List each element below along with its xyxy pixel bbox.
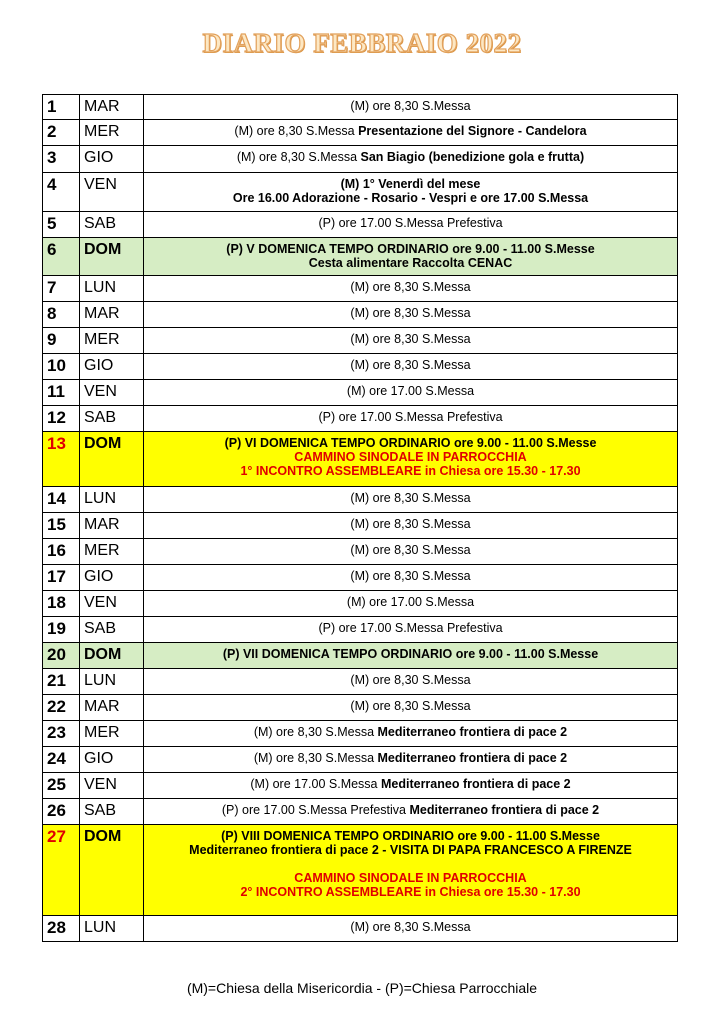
calendar-row [43,238,678,276]
event-text: 1° INCONTRO ASSEMBLEARE in Chiesa ore 15.30 - 17.30 [240,464,581,478]
event-description [144,617,678,643]
event-text: (M) ore 8,30 S.Messa [234,124,359,138]
day-number: 7 [43,276,80,302]
day-number: 16 [43,539,80,565]
event-text: (P) ore 17.00 S.Messa Prefestiva [318,216,503,230]
event-line [148,803,673,817]
event-description [144,238,678,276]
calendar-row [43,591,678,617]
calendar-row [43,513,678,539]
weekday: DOM [80,825,144,916]
event-description [144,276,678,302]
event-line [148,673,673,687]
event-text: Mediterraneo frontiera di pace 2 [377,725,568,739]
event-description [144,799,678,825]
event-text: (M) ore 8,30 S.Messa [350,491,471,505]
event-text: (M) ore 17.00 S.Messa [346,384,475,398]
day-number: 22 [43,695,80,721]
event-text: (M) ore 8,30 S.Messa [253,725,378,739]
event-description [144,825,678,916]
event-text: (P) ore 17.00 S.Messa Prefestiva [318,410,503,424]
event-text: (M) ore 8,30 S.Messa [350,543,471,557]
event-text: (M) ore 8,30 S.Messa [350,569,471,583]
day-number: 11 [43,380,80,406]
event-description [144,380,678,406]
day-number: 15 [43,513,80,539]
event-line [148,216,673,230]
event-description [144,146,678,173]
event-text: 2° INCONTRO ASSEMBLEARE in Chiesa ore 15.30 - 17.30 [240,885,581,899]
calendar-row [43,721,678,747]
day-number: 25 [43,773,80,799]
event-line [148,99,673,113]
event-line [148,751,673,765]
weekday: LUN [80,916,144,942]
event-line [148,124,673,138]
event-line [148,491,673,505]
event-line [148,725,673,739]
calendar-row [43,120,678,146]
event-line [148,280,673,294]
event-description [144,173,678,212]
day-number: 17 [43,565,80,591]
calendar-row [43,773,678,799]
event-line [148,543,673,557]
event-description [144,487,678,513]
event-text: (M) ore 8,30 S.Messa [350,699,471,713]
event-text: Mediterraneo frontiera di pace 2 [380,777,571,791]
event-text [409,857,412,871]
event-description [144,565,678,591]
weekday: VEN [80,591,144,617]
event-text: (M) ore 8,30 S.Messa [350,99,471,113]
event-line [148,436,673,450]
day-number: 3 [43,146,80,173]
event-line [148,306,673,320]
weekday: MAR [80,302,144,328]
event-text: (M) ore 8,30 S.Messa [350,358,471,372]
event-text: Presentazione del Signore - Candelora [358,124,587,138]
day-number: 20 [43,643,80,669]
event-text: (M) ore 8,30 S.Messa [350,332,471,346]
event-text: Mediterraneo frontiera di pace 2 - VISITA DI PAPA FRANCESCO A FIRENZE [189,843,632,857]
event-line [148,150,673,164]
event-line [148,191,673,205]
event-line [148,384,673,398]
calendar-row [43,354,678,380]
event-line [148,777,673,791]
calendar-body [43,95,678,942]
event-line [148,464,673,478]
event-text: (P) VII DOMENICA TEMPO ORDINARIO ore 9.00 - 11.00 S.Messe [222,647,599,661]
calendar-row [43,302,678,328]
event-description [144,302,678,328]
calendar-row [43,643,678,669]
calendar-row [43,565,678,591]
day-number: 24 [43,747,80,773]
day-number: 10 [43,354,80,380]
event-description [144,432,678,487]
event-line [148,829,673,843]
event-text: (M) 1° Venerdì del mese [340,177,481,191]
calendar-row [43,380,678,406]
weekday: MER [80,328,144,354]
calendar-row [43,539,678,565]
event-line [148,256,673,270]
calendar-row [43,695,678,721]
day-number: 26 [43,799,80,825]
weekday: SAB [80,617,144,643]
day-number: 1 [43,95,80,120]
weekday: VEN [80,380,144,406]
legend-footer: (M)=Chiesa della Misericordia - (P)=Chiesa Parrocchiale [186,980,538,996]
event-text: (M) ore 8,30 S.Messa [350,517,471,531]
event-text: Mediterraneo frontiera di pace 2 [409,803,600,817]
event-line [148,621,673,635]
event-line [148,517,673,531]
weekday: GIO [80,146,144,173]
day-number: 28 [43,916,80,942]
weekday: MER [80,539,144,565]
day-number: 19 [43,617,80,643]
weekday: VEN [80,773,144,799]
event-line [148,647,673,661]
event-text: (P) ore 17.00 S.Messa Prefestiva [221,803,410,817]
weekday: GIO [80,565,144,591]
calendar-row [43,617,678,643]
event-text: (P) V DOMENICA TEMPO ORDINARIO ore 9.00 - 11.00 S.Messe [226,242,595,256]
event-line [148,871,673,885]
day-number: 6 [43,238,80,276]
event-text: (M) ore 8,30 S.Messa [253,751,378,765]
event-description [144,591,678,617]
calendar-row [43,406,678,432]
weekday: VEN [80,173,144,212]
event-text: CAMMINO SINODALE IN PARROCCHIA [294,450,527,464]
calendar-row [43,487,678,513]
event-description [144,721,678,747]
event-description [144,406,678,432]
event-line [148,177,673,191]
day-number: 8 [43,302,80,328]
calendar-row [43,747,678,773]
day-number: 21 [43,669,80,695]
event-line [148,920,673,934]
event-description [144,916,678,942]
event-description [144,773,678,799]
event-text: CAMMINO SINODALE IN PARROCCHIA [294,871,527,885]
event-description [144,695,678,721]
event-text: (M) ore 8,30 S.Messa [236,150,361,164]
day-number: 12 [43,406,80,432]
event-text: (M) ore 8,30 S.Messa [350,673,471,687]
event-description [144,120,678,146]
event-text: (P) VIII DOMENICA TEMPO ORDINARIO ore 9.00 - 11.00 S.Messe [221,829,600,843]
day-number: 23 [43,721,80,747]
event-line [148,569,673,583]
event-description [144,643,678,669]
day-number: 2 [43,120,80,146]
event-description [144,513,678,539]
day-number: 18 [43,591,80,617]
day-number: 5 [43,212,80,238]
weekday: DOM [80,238,144,276]
event-text: (P) ore 17.00 S.Messa Prefestiva [318,621,503,635]
event-line [148,242,673,256]
calendar-row [43,432,678,487]
day-number: 4 [43,173,80,212]
event-text: Mediterraneo frontiera di pace 2 [377,751,568,765]
weekday: DOM [80,643,144,669]
day-number: 14 [43,487,80,513]
event-text: (M) ore 17.00 S.Messa [346,595,475,609]
event-text: (M) ore 8,30 S.Messa [350,920,471,934]
calendar-row [43,669,678,695]
weekday: MER [80,721,144,747]
weekday: SAB [80,799,144,825]
event-description [144,669,678,695]
weekday: MAR [80,695,144,721]
weekday: LUN [80,669,144,695]
weekday: LUN [80,276,144,302]
event-line [148,450,673,464]
event-line [148,885,673,899]
calendar-table [42,94,678,942]
calendar-row [43,173,678,212]
calendar-row [43,276,678,302]
calendar-row [43,825,678,916]
calendar-row [43,799,678,825]
calendar-row [43,95,678,120]
event-description [144,354,678,380]
calendar-row [43,212,678,238]
weekday: MAR [80,95,144,120]
event-line [148,410,673,424]
event-description [144,95,678,120]
weekday: GIO [80,354,144,380]
event-description [144,212,678,238]
event-description [144,328,678,354]
page-title: DIARIO FEBBRAIO 2022 [202,28,522,58]
weekday: MAR [80,513,144,539]
event-line [148,857,673,871]
event-line [148,843,673,857]
event-text: (M) ore 8,30 S.Messa [350,306,471,320]
calendar-row [43,916,678,942]
event-line [148,358,673,372]
event-line [148,595,673,609]
event-description [144,539,678,565]
event-description [144,747,678,773]
weekday: SAB [80,212,144,238]
weekday: SAB [80,406,144,432]
weekday: LUN [80,487,144,513]
event-text: San Biagio (benedizione gola e frutta) [360,150,585,164]
event-text: (M) ore 8,30 S.Messa [350,280,471,294]
calendar-row [43,328,678,354]
weekday: GIO [80,747,144,773]
event-text: Cesta alimentare Raccolta CENAC [308,256,513,270]
weekday: MER [80,120,144,146]
day-number: 27 [43,825,80,916]
event-line [148,699,673,713]
weekday: DOM [80,432,144,487]
event-text: (P) VI DOMENICA TEMPO ORDINARIO ore 9.00 - 11.00 S.Messe [224,436,597,450]
day-number: 9 [43,328,80,354]
event-line [148,332,673,346]
event-text: Ore 16.00 Adorazione - Rosario - Vespri e ore 17.00 S.Messa [232,191,589,205]
calendar-row [43,146,678,173]
day-number: 13 [43,432,80,487]
event-text: (M) ore 17.00 S.Messa [250,777,381,791]
